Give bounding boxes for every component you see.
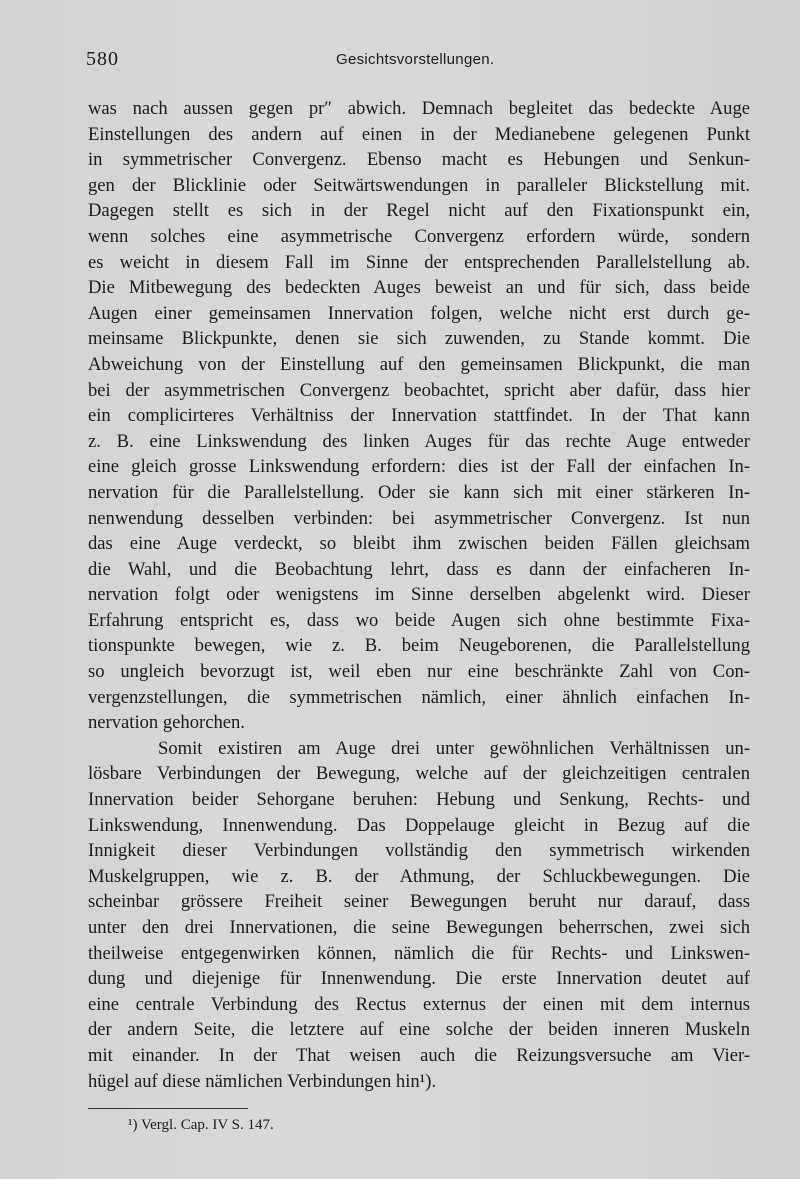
text-line: mit einander. In der That weisen auch die Reizungsversuche am Vier-: [88, 1044, 750, 1066]
text-line: Die Mitbewegung des bedeckten Auges beweist an und für sich, dass beide: [88, 277, 750, 299]
page-number: 580: [86, 48, 119, 70]
paragraph-start-line: Somit existiren am Auge drei unter gewöhnlichen Verhältnissen un-: [158, 737, 750, 759]
running-title: Gesichtsvorstellungen.: [336, 51, 495, 68]
text-line: bei der asymmetrischen Convergenz beobachtet, spricht aber dafür, dass hier: [88, 379, 750, 401]
text-line: Einstellungen des andern auf einen in der Medianebene gelegenen Punkt: [88, 123, 750, 145]
text-line: so ungleich bevorzugt ist, weil eben nur eine beschränkte Zahl von Con-: [88, 661, 750, 683]
text-line: Dagegen stellt es sich in der Regel nicht auf den Fixationspunkt ein,: [88, 200, 750, 222]
text-line: tionspunkte bewegen, wie z. B. beim Neugeborenen, die Parallelstellung: [88, 635, 750, 657]
text-line: dung und diejenige für Innenwendung. Die erste Innervation deutet auf: [88, 968, 750, 990]
text-line: es weicht in diesem Fall im Sinne der entsprechenden Parallelstellung ab.: [88, 251, 750, 273]
text-line: was nach aussen gegen pr″ abwich. Demnach begleitet das bedeckte Auge: [88, 98, 750, 119]
footnote-rule: [88, 1108, 248, 1109]
text-line: Augen einer gemeinsamen Innervation folgen, welche nicht erst durch ge-: [88, 302, 750, 324]
text-line: die Wahl, und die Beobachtung lehrt, dass es dann der einfacheren In-: [88, 558, 750, 580]
text-line: eine centrale Verbindung des Rectus externus der einen mit dem internus: [88, 993, 750, 1015]
body-text: [88, 96, 750, 1094]
text-line: eine gleich grosse Linkswendung erfordern: dies ist der Fall der einfachen In-: [88, 456, 750, 478]
text-line: Innervation beider Sehorgane beruhen: Hebung und Senkung, Rechts- und: [88, 789, 750, 811]
text-line: meinsame Blickpunkte, denen sie sich zuwenden, zu Stande kommt. Die: [88, 328, 750, 350]
text-line: nervation folgt oder wenigstens im Sinne derselben abgelenkt wird. Dieser: [88, 584, 750, 606]
text-line: Linkswendung, Innenwendung. Das Doppelauge gleicht in Bezug auf die: [88, 814, 750, 836]
text-line: der andern Seite, die letztere auf eine solche der beiden inneren Muskeln: [88, 1019, 750, 1041]
footnote: ¹) Vergl. Cap. IV S. 147.: [128, 1117, 274, 1133]
text-line: scheinbar grössere Freiheit seiner Bewegungen beruht nur darauf, dass: [88, 891, 750, 913]
page-header: [86, 48, 736, 74]
text-line: Abweichung von der Einstellung auf den gemeinsamen Blickpunkt, die man: [88, 353, 750, 375]
paragraph-end-line: hügel auf diese nämlichen Verbindungen hin¹).: [88, 1070, 437, 1092]
text-line: ein complicirteres Verhältniss der Innervation stattfindet. In der That kann: [88, 405, 750, 427]
text-line: z. B. eine Linkswendung des linken Auges für das rechte Auge entweder: [88, 430, 750, 452]
text-line: wenn solches eine asymmetrische Convergenz erfordern würde, sondern: [88, 225, 750, 247]
text-line: gen der Blicklinie oder Seitwärtswendungen in paralleler Blickstellung mit.: [88, 174, 750, 196]
text-line: nervation für die Parallelstellung. Oder sie kann sich mit einer stärkeren In-: [88, 481, 750, 503]
text-line: theilweise entgegenwirken können, nämlich die für Rechts- und Linkswen-: [88, 942, 750, 964]
text-line: Innigkeit dieser Verbindungen vollständig den symmetrisch wirkenden: [88, 840, 750, 862]
text-line: Erfahrung entspricht es, dass wo beide Augen sich ohne bestimmte Fixa-: [88, 609, 750, 631]
text-line: in symmetrischer Convergenz. Ebenso macht es Hebungen und Senkun-: [88, 149, 750, 171]
text-line: nenwendung desselben verbinden: bei asymmetrischer Convergenz. Ist nun: [88, 507, 750, 529]
text-line: vergenzstellungen, die symmetrischen nämlich, einer ähnlich einfachen In-: [88, 686, 750, 708]
text-line: Muskelgruppen, wie z. B. der Athmung, der Schluckbewegungen. Die: [88, 865, 750, 887]
text-line: das eine Auge verdeckt, so bleibt ihm zwischen beiden Fällen gleichsam: [88, 533, 750, 555]
paragraph-end-line: nervation gehorchen.: [88, 712, 245, 734]
text-line: unter den drei Innervationen, die seine Bewegungen beherrschen, zwei sich: [88, 917, 750, 938]
text-line: lösbare Verbindungen der Bewegung, welche auf der gleichzeitigen centralen: [88, 763, 750, 785]
